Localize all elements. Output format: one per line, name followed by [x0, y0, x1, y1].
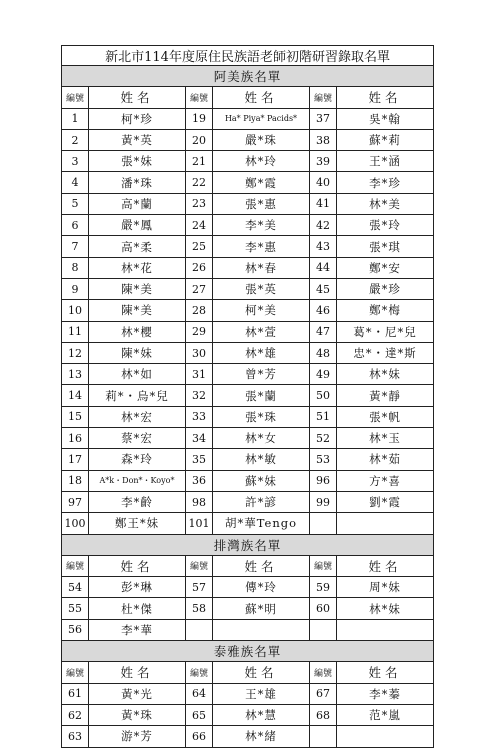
entry-number: 1 — [62, 108, 89, 129]
entry-name: 蘇*妹 — [213, 470, 310, 491]
entry-name: 林*春 — [213, 257, 310, 278]
entry-name: 林*美 — [337, 193, 434, 214]
entry-number: 50 — [310, 385, 337, 406]
name-column-header: 姓名 — [337, 87, 434, 108]
entry-name: 柯*珍 — [89, 108, 186, 129]
table-row — [62, 193, 434, 214]
entry-name: 劉*霞 — [337, 491, 434, 512]
entry-number: 7 — [62, 236, 89, 257]
entry-number: 66 — [186, 726, 213, 747]
entry-number: 48 — [310, 342, 337, 363]
table-row — [62, 129, 434, 150]
table-row — [62, 321, 434, 342]
entry-name: 許*諺 — [213, 491, 310, 512]
page-title: 新北市114年度原住民族語老師初階研習錄取名單 — [62, 46, 434, 66]
entry-number: 52 — [310, 428, 337, 449]
entry-number: 41 — [310, 193, 337, 214]
entry-name: 李*珍 — [337, 172, 434, 193]
name-column-header: 姓名 — [213, 555, 310, 576]
entry-name: 黃*珠 — [89, 704, 186, 725]
entry-name: 陳*妹 — [89, 342, 186, 363]
entry-name: 李*美 — [213, 215, 310, 236]
entry-number: 46 — [310, 300, 337, 321]
entry-name: 林*萱 — [213, 321, 310, 342]
entry-name: 王*雄 — [213, 683, 310, 704]
entry-number: 17 — [62, 449, 89, 470]
entry-number: 9 — [62, 278, 89, 299]
entry-name: 黃*靜 — [337, 385, 434, 406]
entry-number: 39 — [310, 151, 337, 172]
entry-number: 36 — [186, 470, 213, 491]
entry-number: 18 — [62, 470, 89, 491]
entry-name: 嚴*珠 — [213, 129, 310, 150]
entry-name: Ha* Piya* Pacids* — [213, 108, 310, 129]
entry-name: 嚴*鳳 — [89, 215, 186, 236]
table-row — [62, 449, 434, 470]
entry-number: 51 — [310, 406, 337, 427]
table-row — [62, 470, 434, 491]
entry-name: 張*帆 — [337, 406, 434, 427]
entry-number: 101 — [186, 513, 213, 534]
table-row — [62, 385, 434, 406]
table-row — [62, 491, 434, 512]
table-row — [62, 428, 434, 449]
entry-name: 林*如 — [89, 364, 186, 385]
entry-name: 陳*美 — [89, 300, 186, 321]
entry-number: 63 — [62, 726, 89, 747]
roster-sheet — [61, 45, 433, 748]
entry-name: 王*涵 — [337, 151, 434, 172]
entry-name: 高*蘭 — [89, 193, 186, 214]
entry-number: 21 — [186, 151, 213, 172]
entry-number: 27 — [186, 278, 213, 299]
entry-number: 3 — [62, 151, 89, 172]
entry-name: 蘇*莉 — [337, 129, 434, 150]
entry-number: 59 — [310, 577, 337, 598]
entry-name: 鄭*安 — [337, 257, 434, 278]
roster-table — [61, 45, 434, 748]
entry-name: 莉*・烏*兒 — [89, 385, 186, 406]
entry-number: 98 — [186, 491, 213, 512]
entry-name: 鄭*霞 — [213, 172, 310, 193]
entry-name: 黃*英 — [89, 129, 186, 150]
entry-number: 47 — [310, 321, 337, 342]
entry-name: 林*玉 — [337, 428, 434, 449]
entry-name: 森*玲 — [89, 449, 186, 470]
entry-number: 8 — [62, 257, 89, 278]
entry-number: 12 — [62, 342, 89, 363]
entry-name: 張*蘭 — [213, 385, 310, 406]
number-column-header: 編號 — [186, 87, 213, 108]
table-row — [62, 151, 434, 172]
name-column-header: 姓名 — [213, 87, 310, 108]
entry-number: 2 — [62, 129, 89, 150]
entry-number: 5 — [62, 193, 89, 214]
entry-name: 林*茹 — [337, 449, 434, 470]
entry-name: 林*敏 — [213, 449, 310, 470]
entry-number: 10 — [62, 300, 89, 321]
entry-number: 30 — [186, 342, 213, 363]
entry-number: 96 — [310, 470, 337, 491]
entry-number: 20 — [186, 129, 213, 150]
entry-name: A*k・Don*・Koyo* — [89, 470, 186, 491]
table-row — [62, 726, 434, 747]
entry-number: 33 — [186, 406, 213, 427]
entry-number — [310, 513, 337, 534]
table-row — [62, 364, 434, 385]
entry-name: 彭*琳 — [89, 577, 186, 598]
entry-number: 64 — [186, 683, 213, 704]
section-header-row — [62, 641, 434, 662]
column-header-row — [62, 87, 434, 108]
entry-name: 柯*美 — [213, 300, 310, 321]
entry-name: 林*妹 — [337, 598, 434, 619]
entry-name: 黃*光 — [89, 683, 186, 704]
entry-name: 張*琪 — [337, 236, 434, 257]
entry-number: 67 — [310, 683, 337, 704]
entry-number: 34 — [186, 428, 213, 449]
entry-name: 張*妹 — [89, 151, 186, 172]
section-title: 泰雅族名單 — [62, 641, 434, 662]
entry-number — [310, 726, 337, 747]
table-row — [62, 598, 434, 619]
entry-number: 61 — [62, 683, 89, 704]
entry-number: 26 — [186, 257, 213, 278]
entry-number: 53 — [310, 449, 337, 470]
entry-number: 11 — [62, 321, 89, 342]
entry-number: 28 — [186, 300, 213, 321]
number-column-header: 編號 — [310, 662, 337, 683]
column-header-row — [62, 662, 434, 683]
entry-number — [186, 619, 213, 640]
entry-name: 蘇*明 — [213, 598, 310, 619]
number-column-header: 編號 — [62, 555, 89, 576]
table-row — [62, 619, 434, 640]
table-row — [62, 683, 434, 704]
entry-number: 55 — [62, 598, 89, 619]
entry-number: 38 — [310, 129, 337, 150]
entry-name: 杜*傑 — [89, 598, 186, 619]
section-header-row — [62, 534, 434, 555]
entry-number: 4 — [62, 172, 89, 193]
entry-number: 60 — [310, 598, 337, 619]
number-column-header: 編號 — [62, 87, 89, 108]
entry-name: 忠*・達*斯 — [337, 342, 434, 363]
table-row — [62, 513, 434, 534]
entry-name: 林*緒 — [213, 726, 310, 747]
number-column-header: 編號 — [62, 662, 89, 683]
name-column-header: 姓名 — [213, 662, 310, 683]
entry-number: 49 — [310, 364, 337, 385]
entry-name: 張*玲 — [337, 215, 434, 236]
entry-name: 游*芳 — [89, 726, 186, 747]
name-column-header: 姓名 — [337, 662, 434, 683]
entry-number: 43 — [310, 236, 337, 257]
title-row — [62, 46, 434, 66]
entry-name: 林*妹 — [337, 364, 434, 385]
entry-name: 李*惠 — [213, 236, 310, 257]
entry-number: 45 — [310, 278, 337, 299]
entry-number: 23 — [186, 193, 213, 214]
entry-number: 6 — [62, 215, 89, 236]
name-column-header: 姓名 — [89, 555, 186, 576]
entry-name: 傳*玲 — [213, 577, 310, 598]
table-row — [62, 406, 434, 427]
number-column-header: 編號 — [310, 87, 337, 108]
table-row — [62, 704, 434, 725]
section-header-row — [62, 66, 434, 87]
table-row — [62, 236, 434, 257]
entry-number: 29 — [186, 321, 213, 342]
entry-name: 林*慧 — [213, 704, 310, 725]
entry-number: 25 — [186, 236, 213, 257]
entry-name: 周*妹 — [337, 577, 434, 598]
entry-number: 62 — [62, 704, 89, 725]
entry-name: 鄭王*妹 — [89, 513, 186, 534]
entry-number: 68 — [310, 704, 337, 725]
entry-name: 蔡*宏 — [89, 428, 186, 449]
entry-name: 林*玲 — [213, 151, 310, 172]
table-row — [62, 278, 434, 299]
entry-name: 林*雄 — [213, 342, 310, 363]
number-column-header: 編號 — [186, 662, 213, 683]
entry-name — [337, 726, 434, 747]
entry-name: 曾*芳 — [213, 364, 310, 385]
name-column-header: 姓名 — [89, 662, 186, 683]
entry-name: 林*宏 — [89, 406, 186, 427]
name-column-header: 姓名 — [337, 555, 434, 576]
entry-number: 42 — [310, 215, 337, 236]
entry-number: 44 — [310, 257, 337, 278]
entry-number: 24 — [186, 215, 213, 236]
entry-number: 99 — [310, 491, 337, 512]
entry-number: 58 — [186, 598, 213, 619]
entry-name: 林*櫻 — [89, 321, 186, 342]
section-title: 排灣族名單 — [62, 534, 434, 555]
entry-name: 林*女 — [213, 428, 310, 449]
entry-name: 嚴*珍 — [337, 278, 434, 299]
table-row — [62, 108, 434, 129]
entry-name: 林*花 — [89, 257, 186, 278]
entry-name: 吳*翰 — [337, 108, 434, 129]
entry-number: 35 — [186, 449, 213, 470]
number-column-header: 編號 — [186, 555, 213, 576]
entry-name: 范*嵐 — [337, 704, 434, 725]
entry-number: 54 — [62, 577, 89, 598]
entry-number: 16 — [62, 428, 89, 449]
entry-number: 40 — [310, 172, 337, 193]
name-column-header: 姓名 — [89, 87, 186, 108]
entry-number: 37 — [310, 108, 337, 129]
entry-name: 方*喜 — [337, 470, 434, 491]
entry-number: 13 — [62, 364, 89, 385]
column-header-row — [62, 555, 434, 576]
section-title: 阿美族名單 — [62, 66, 434, 87]
entry-name — [213, 619, 310, 640]
entry-number: 32 — [186, 385, 213, 406]
entry-number: 97 — [62, 491, 89, 512]
table-row — [62, 300, 434, 321]
table-row — [62, 172, 434, 193]
table-row — [62, 577, 434, 598]
entry-name: 李*華 — [89, 619, 186, 640]
entry-number: 22 — [186, 172, 213, 193]
entry-name: 張*珠 — [213, 406, 310, 427]
entry-name: 李*齡 — [89, 491, 186, 512]
entry-name — [337, 619, 434, 640]
entry-number: 14 — [62, 385, 89, 406]
entry-name: 張*惠 — [213, 193, 310, 214]
entry-name: 陳*美 — [89, 278, 186, 299]
entry-number: 31 — [186, 364, 213, 385]
entry-number: 57 — [186, 577, 213, 598]
entry-number — [310, 619, 337, 640]
table-row — [62, 215, 434, 236]
table-row — [62, 257, 434, 278]
entry-number: 56 — [62, 619, 89, 640]
entry-name: 胡*華Tengo — [213, 513, 310, 534]
entry-name: 張*英 — [213, 278, 310, 299]
entry-number: 65 — [186, 704, 213, 725]
entry-number: 15 — [62, 406, 89, 427]
entry-number: 19 — [186, 108, 213, 129]
entry-name: 李*蓁 — [337, 683, 434, 704]
number-column-header: 編號 — [310, 555, 337, 576]
table-row — [62, 342, 434, 363]
entry-name: 潘*珠 — [89, 172, 186, 193]
entry-number: 100 — [62, 513, 89, 534]
entry-name: 鄭*梅 — [337, 300, 434, 321]
entry-name — [337, 513, 434, 534]
entry-name: 高*柔 — [89, 236, 186, 257]
entry-name: 葛*・尼*兒 — [337, 321, 434, 342]
